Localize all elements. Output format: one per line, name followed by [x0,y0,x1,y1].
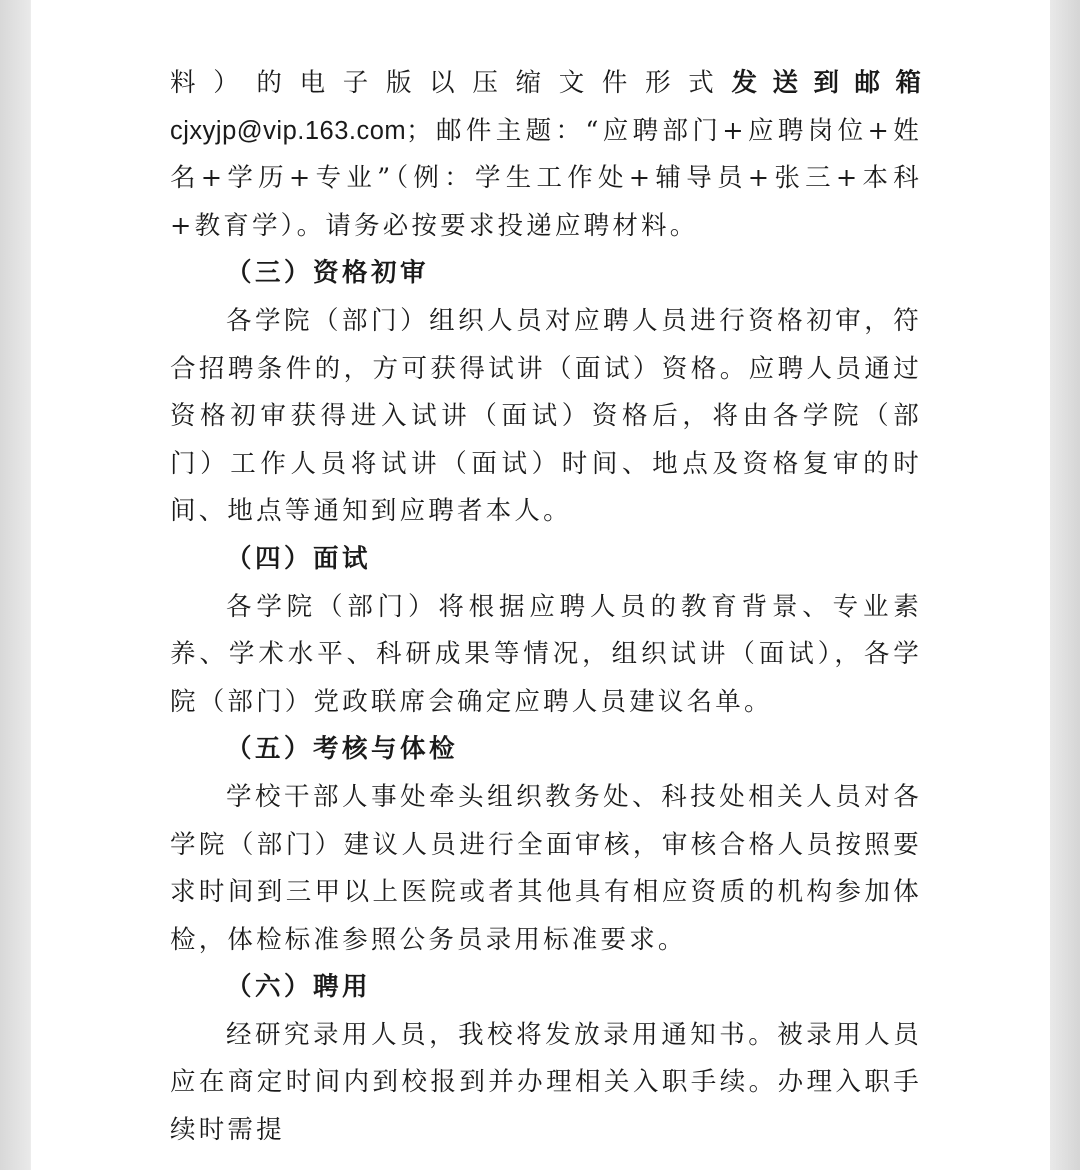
submission-text-end: ；邮件主题：“应聘部门+应聘岗位+姓名+学历+专业”（例：学生工作处+辅导员+张三+本科+教育学）。请务必按要求投递应聘材料。 [170,115,922,241]
paragraph-interview: 各学院（部门）将根据应聘人员的教育背景、专业素养、学术水平、科研成果等情况，组织试讲（面试），各学院（部门）党政联席会确定应聘人员建议名单。 [170,591,922,717]
page-shadow-right [1050,0,1080,1170]
paragraph-assessment-medical: 学校干部人事处牵头组织教务处、科技处相关人员对各学院（部门）建议人员进行全面审核，审核合格人员按照要求时间到三甲以上医院或者其他具有相应资质的机构参加体检，体检标准参照公务员录用标准要求。 [170,781,922,955]
document-body [170,60,922,1155]
send-to-email-label: 发送到邮箱 [731,68,922,98]
heading-qualification-review: （三）资格初审 [226,258,430,289]
email-address: cjxyjp@vip.163.com [170,116,407,145]
paragraph-submission [170,60,922,250]
submission-text-start: 料）的电子版以压缩文件形式 [170,68,732,98]
page-shadow-left [0,0,30,1170]
paragraph-employment: 经研究录用人员，我校将发放录用通知书。被录用人员应在商定时间内到校报到并办理相关入职手续。办理入职手续时需提 [170,1019,922,1146]
heading-employment: （六）聘用 [226,972,372,1003]
heading-interview: （四）面试 [226,543,372,574]
paragraph-qualification-review: 各学院（部门）组织人员对应聘人员进行资格初审，符合招聘条件的，方可获得试讲（面试）资格。应聘人员通过资格初审获得进入试讲（面试）资格后，将由各学院（部门）工作人员将试讲（面试）时间、地点及资格复审的时间、地点等通知到应聘者本人。 [170,305,922,527]
heading-assessment-medical: （五）考核与体检 [226,734,459,765]
